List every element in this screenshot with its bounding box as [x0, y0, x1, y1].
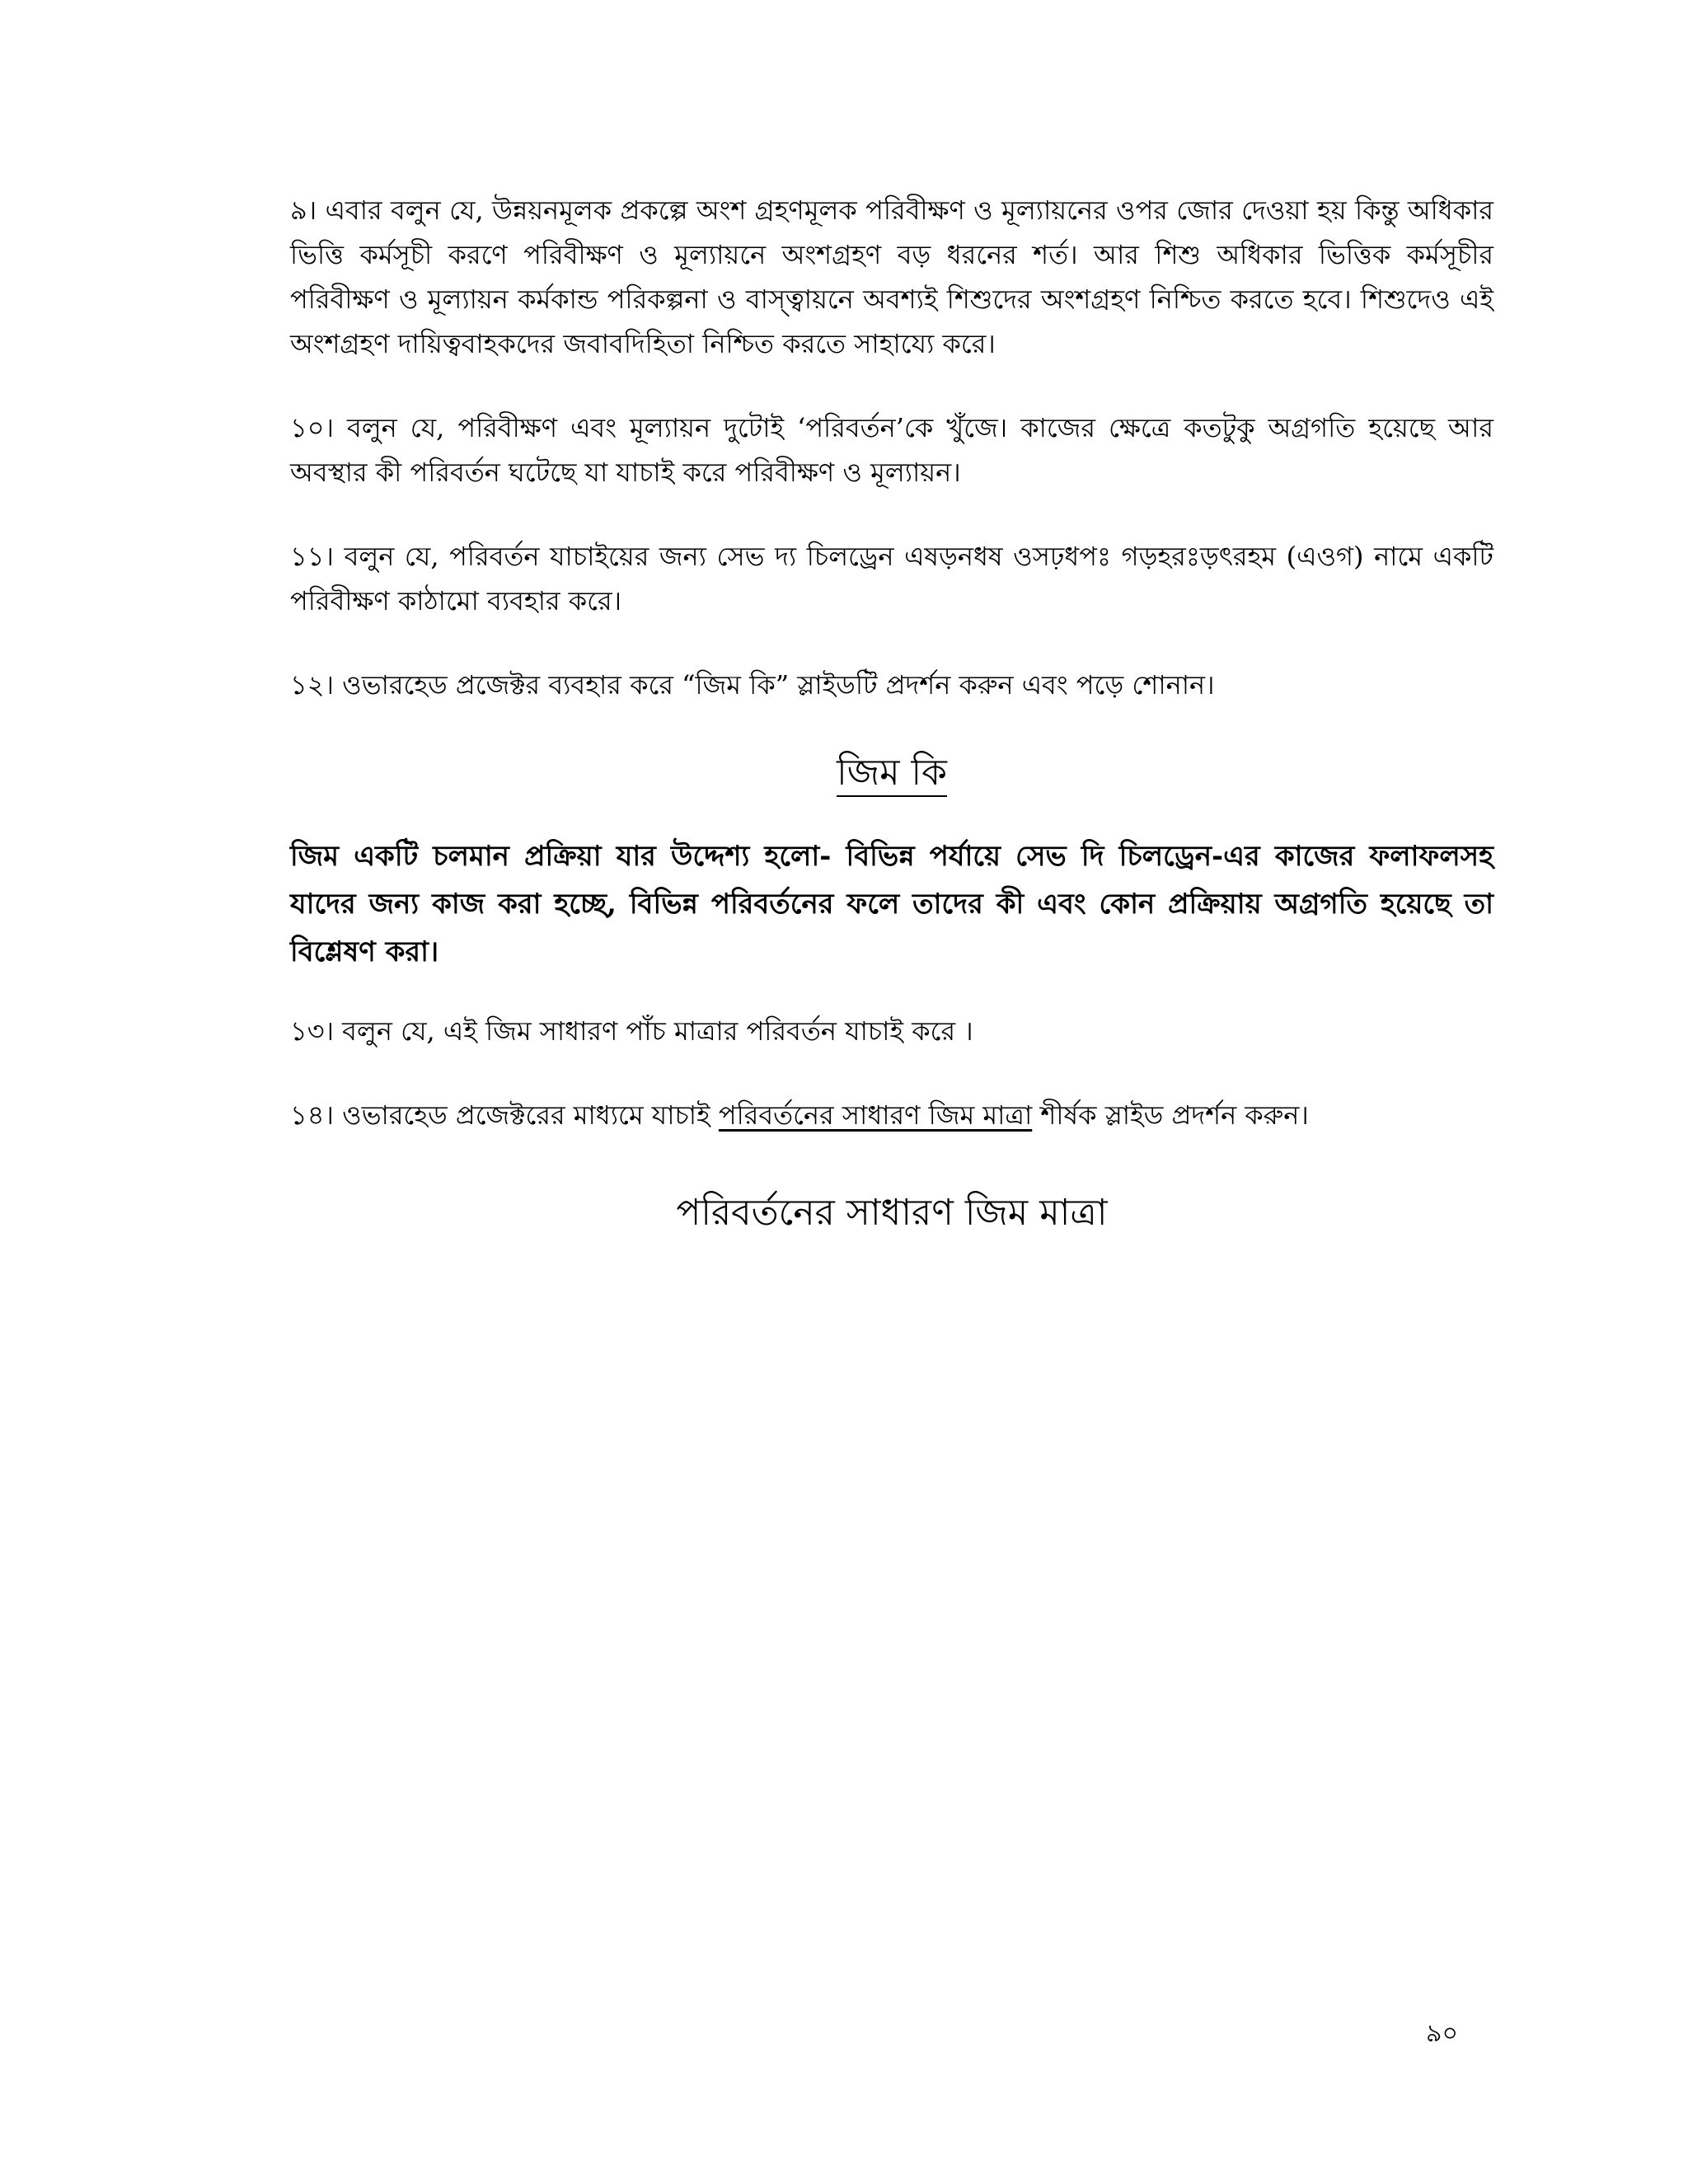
paragraph-10: ১০। বলুন যে, পরিবীক্ষণ এবং মূল্যায়ন দুটোই ‘পরিবর্তন’কে খুঁজে। কাজের ক্ষেত্রে কতটুকু অগ্রগতি হয়েছে আর অবস্থার কী পরিবর্তন ঘটেছে যা যাচাই করে পরিবীক্ষণ ও মূল্যায়ন।: [290, 412, 1493, 488]
paragraph-12: ১২। ওভারহেড প্রজেক্টর ব্যবহার করে “জিম কি” স্লাইডটি প্রদর্শন করুন এবং পড়ে শোনান।: [290, 669, 1215, 701]
slide-title: [290, 747, 1493, 799]
page-number: ৯০: [1426, 2019, 1458, 2048]
paragraph-14: [290, 1093, 1493, 1137]
paragraph-9: ৯। এবার বলুন যে, উন্নয়নমূলক প্রকল্পে অংশ গ্রহণমূলক পরিবীক্ষণ ও মূল্যায়নের ওপর জোর দেওয়া হয় কিন্তু অধিকার ভিত্তি কর্মসূচী করণে পরিবীক্ষণ ও মূল্যায়নে অংশগ্রহণ বড় ধরনের শর্ত। আর শিশু অধিকার ভিত্তিক কর্মসূচীর পরিবীক্ষণ ও মূল্যায়ন কর্মকান্ড পরিকল্পনা ও বাস্ত্বায়নে অবশ্যই শিশুদের অংশগ্রহণ নিশ্চিত করতে হবে। শিশুদেও এই অংশগ্রহণ দায়িত্ববাহকদের জবাবদিহিতা নিশ্চিত করতে সাহায্যে করে।: [290, 194, 1493, 359]
paragraph-14-lead: ১৪। ওভারহেড প্রজেক্টরের মাধ্যমে যাচাই: [290, 1099, 719, 1131]
paragraph-11: ১১। বলুন যে, পরিবর্তন যাচাইয়ের জন্য সেভ দ্য চিলড্রেন এষড়নধষ ওসঢ়ধপঃ গড়হরঃড়ৎরহম (এওগ) নামে একটি পরিবীক্ষণ কাঠামো ব্যবহার করে।: [290, 541, 1493, 616]
page-content: [290, 188, 1493, 1240]
section-heading: পরিবর্তনের সাধারণ জিম মাত্রা: [676, 1192, 1108, 1234]
paragraph-13: ১৩। বলুন যে, এই জিম সাধারণ পাঁচ মাত্রার পরিবর্তন যাচাই করে ।: [290, 1015, 973, 1047]
paragraph-14-tail: শীর্ষক স্লাইড প্রদর্শন করুন।: [1032, 1099, 1309, 1131]
slide-definition: জিম একটি চলমান প্রক্রিয়া যার উদ্দেশ্য হলো- বিভিন্ন পর্যায়ে সেভ দি চিলড্রেন-এর কাজের ফলাফলসহ যাদের জন্য কাজ করা হচ্ছে, বিভিন্ন পরিবর্তনের ফলে তাদের কী এবং কোন প্রক্রিয়ায় অগ্রগতি হয়েছে তা বিশ্লেষণ করা।: [290, 840, 1493, 968]
paragraph-14-underlined-title: পরিবর্তনের সাধারণ জিম মাত্রা: [718, 1099, 1033, 1131]
slide-title-text: জিম কি: [837, 752, 947, 797]
